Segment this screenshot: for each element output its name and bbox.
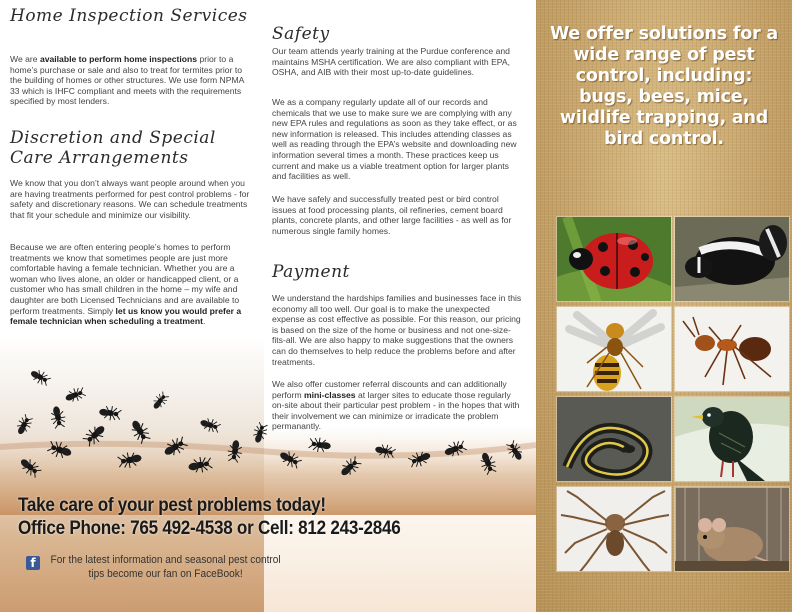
call-to-action: [18, 494, 400, 540]
facebook-icon[interactable]: f: [26, 556, 40, 570]
cta-phone-numbers[interactable]: Office Phone: 765 492-4538 or Cell: 812 243-2846: [18, 518, 401, 539]
safety-paragraph-1: Our team attends yearly training at the Purdue conference and maintains MSHA certification. We are also compliant with EPA, OSHA, and AIB with their most up-to-date guidelines.: [272, 46, 511, 78]
snake-photo: [556, 396, 672, 482]
spider-photo: [556, 486, 672, 572]
ant-photo: [674, 306, 790, 392]
payment-paragraph-1: We understand the hardships families and businesses face in this economy all too well. Our goal is to make the unexpected expense as cost effective as possible. For this reason, our pricing is based on the size of the home or business and not one-size-fits-all. We are also happy to make suggestions that the owners can do themselves to help reduce the problems before and after treatments.: [272, 293, 522, 367]
safety-paragraph-3: We have safely and successfully treated pest or bird control issues at food processing plants, oil refineries, cement board plants, concrete plants, and other large facilities - as well as for numerous single family homes.: [272, 194, 512, 236]
home-inspection-heading: Home Inspection Services: [10, 6, 248, 26]
mouse-photo: [674, 486, 790, 572]
discretion-paragraph-2: Because we are often entering people’s homes to perform treatments we know that sometimes people are just more comfortable having a female technician. Whether you are a woman who lives alone, an older or handicapped client, or a customer who has small children in the home – my wife and daughter are both Licensed Technicians and are available to perform treatments. Simply let us know you would prefer a female technician when scheduling a treatment.: [10, 242, 242, 327]
facebook-fan-text[interactable]: For the latest information and seasonal pest control tips become our fan on FaceBook!: [50, 554, 281, 580]
ladybug-photo: [556, 216, 672, 302]
wasp-photo: [556, 306, 672, 392]
skunk-photo: [674, 216, 790, 302]
safety-heading: Safety: [272, 24, 330, 44]
safety-paragraph-2: We as a company regularly update all of our records and chemicals that we use to make sure we are complying with any new EPA rules and regulations as soon as they take effect, or as new information is released. This includes attending classes as well as reading through the EPA’s website and downloading new information several times a month. These practices keep us current and make us a viable treatment option for larger plants and facilities as well.: [272, 97, 517, 182]
payment-paragraph-2: We also offer customer referral discounts and can additionally perform mini-classes at larger sites to educate those regularly on-site about their particular pest problem - in the hopes that with their involvement we can minimize or irradicate the problem permanantly.: [272, 379, 520, 432]
services-headline: We offer solutions for a wide range of pest control, including: bugs, bees, mice, wildlife trapping, and bird control.: [549, 24, 779, 149]
starling-bird-photo: [674, 396, 790, 482]
discretion-paragraph-1: We know that you don’t always want people around when you are having treatments performed for pest control problems - for safety and discretionary reasons. We can schedule treatments that fit your schedule and minimize our visibility.: [10, 178, 250, 220]
cta-headline: Take care of your pest problems today!: [18, 495, 326, 516]
payment-heading: Payment: [272, 262, 350, 282]
home-inspection-paragraph: We are available to perform home inspections prior to a home’s purchase or sale and also to treat for termites prior to the building of homes or other structures. We use form NPMA 33 which is IHFC compliant and meets with the requirements specified by most lenders.: [10, 54, 244, 107]
discretion-heading: Discretion and Special Care Arrangements: [10, 128, 216, 168]
